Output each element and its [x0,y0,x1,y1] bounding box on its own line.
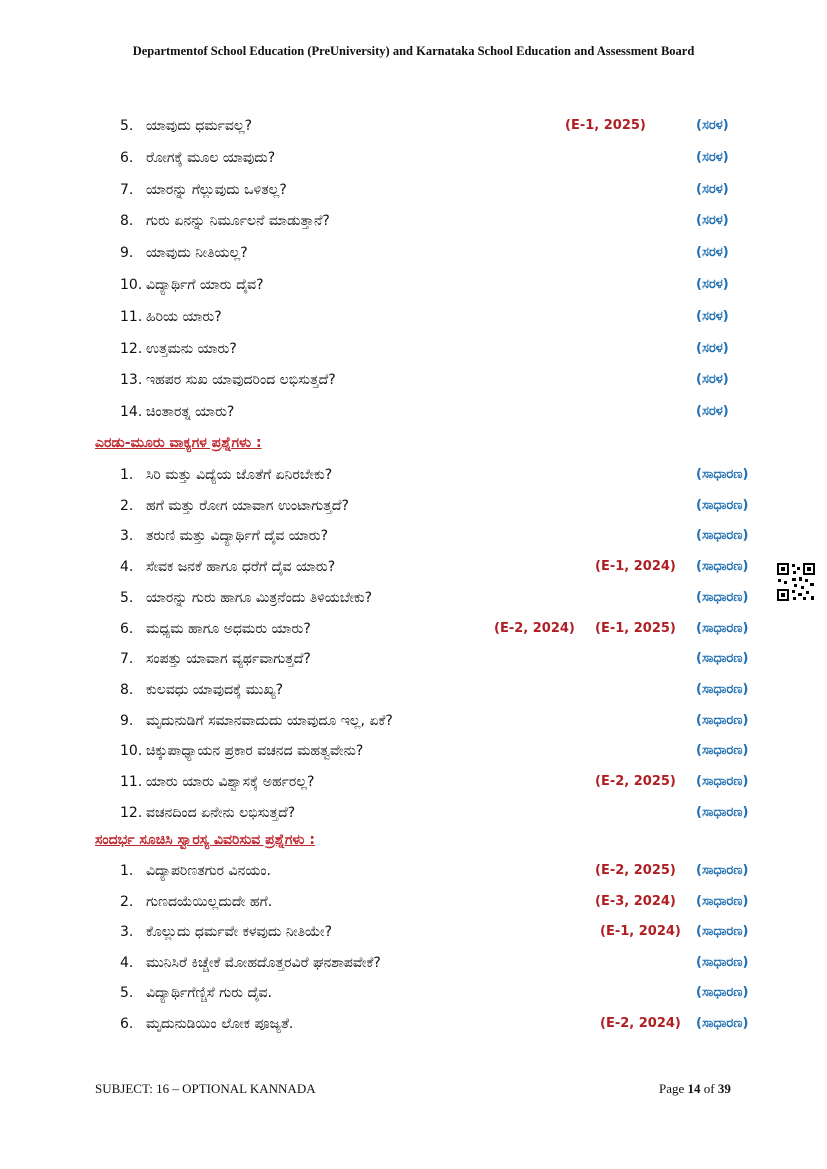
difficulty-level: (ಸರಳ) [696,213,729,229]
question-row [0,920,827,944]
question-number: 10. [120,743,143,760]
question-row [0,586,827,610]
question-number: 3. [120,528,134,545]
question-text: ಕುಲವಧು ಯಾವುದಕ್ಕೆ ಮುಖ್ಯ? [146,681,284,698]
difficulty-level: (ಸರಳ) [696,277,729,292]
question-number: 11. [120,774,143,790]
question-text: ಮೃದುನುಡಿಯಿಂ ಲೋಕ ಪೂಜ್ಯತೆ. [146,1016,294,1032]
question-number: 11. [120,308,143,325]
question-number: 14. [120,404,143,421]
exam-year-tag: (E-1, 2025) [595,620,676,636]
question-number: 2. [120,497,134,514]
difficulty-level: (ಸಾಧಾರಣ) [696,743,749,759]
question-text: ಮಧ್ಯಮ ಹಾಗೂ ಅಧಮರು ಯಾರು? [146,620,311,637]
difficulty-level: (ಸರಳ) [696,340,729,356]
question-text: ಯಾರನ್ನು ಗುರು ಹಾಗೂ ಮಿತ್ರನೆಂದು ತಿಳಿಯಬೇಕು? [146,589,373,606]
question-row [0,524,827,548]
question-text: ಚಿಂತಾರತ್ನ ಯಾರು? [146,404,235,421]
question-text: ಉತ್ತಮನು ಯಾರು? [146,340,237,357]
question-number: 8. [120,213,134,230]
difficulty-level: (ಸರಳ) [696,149,729,165]
difficulty-level: (ಸಾಧಾರಣ) [696,712,749,728]
question-number: 5. [120,589,134,606]
question-number: 2. [120,893,134,910]
difficulty-level: (ಸಾಧಾರಣ) [696,863,749,878]
question-row [0,209,827,233]
question-number: 6. [120,620,134,637]
difficulty-level: (ಸಾಧಾರಣ) [696,893,749,909]
question-row [0,770,827,794]
difficulty-level: (ಸಾಧಾರಣ) [696,651,749,667]
question-row [0,114,827,138]
difficulty-level: (ಸಾಧಾರಣ) [696,467,749,482]
question-row [0,146,827,170]
exam-year-tag: (E-1, 2025) [565,118,646,133]
page-number: Page 14 of 39 [659,1081,731,1096]
question-text: ಸಿರಿ ಮತ್ತು ವಿದ್ಯೆಯ ಜೊತೆಗೆ ಏನಿರಬೇಕು? [146,467,333,483]
question-number: 7. [120,651,134,668]
question-number: 5. [120,118,134,134]
question-row [0,709,827,733]
question-text: ಯಾರು ಯಾರು ವಿಶ್ವಾಸಕ್ಕೆ ಅರ್ಹರಲ್ಲ? [146,774,315,790]
exam-year-tag: (E-3, 2024) [595,893,676,909]
question-row [0,647,827,671]
question-text: ಯಾರನ್ನು ಗೆಲ್ಲುವುದು ಒಳಿತಲ್ಲ? [146,181,287,198]
question-row [0,1012,827,1036]
question-text: ತರುಣಿ ಮತ್ತು ವಿದ್ಯಾರ್ಥಿಗೆ ದೈವ ಯಾರು? [146,528,329,545]
difficulty-level: (ಸಾಧಾರಣ) [696,681,749,697]
difficulty-level: (ಸಾಧಾರಣ) [696,528,749,544]
exam-year-tag: (E-2, 2025) [595,774,676,789]
question-number: 6. [120,1016,134,1032]
exam-year-tag: (E-2, 2024) [600,1016,681,1031]
question-number: 12. [120,340,143,357]
difficulty-level: (ಸರಳ) [696,181,729,197]
difficulty-level: (ಸಾಧಾರಣ) [696,497,749,513]
question-number: 8. [120,681,134,698]
exam-year-tag: (E-2, 2024) [494,620,575,636]
question-number: 7. [120,181,134,198]
difficulty-level: (ಸಾಧಾರಣ) [696,774,749,789]
question-number: 10. [120,277,143,293]
difficulty-level: (ಸಾಧಾರಣ) [696,954,749,970]
question-row [0,981,827,1005]
question-text: ರೋಗಕ್ಕೆ ಮೂಲ ಯಾವುದು? [146,149,276,166]
question-row [0,951,827,975]
question-text: ಮೃದುನುಡಿಗೆ ಸಮಾನವಾದುದು ಯಾವುದೂ ಇಲ್ಲ, ಏಕೆ? [146,712,393,729]
question-text: ಹಿರಿಯ ಯಾರು? [146,308,222,325]
question-row [0,337,827,361]
question-row [0,617,827,641]
difficulty-level: (ಸಾಧಾರಣ) [696,924,749,940]
difficulty-level: (ಸರಳ) [696,372,729,388]
question-row [0,890,827,914]
page-header: Departmentof School Education (PreUniversity) and Karnataka School Education and Assessment Board [132,44,695,58]
exam-year-tag: (E-1, 2024) [595,559,676,575]
question-row [0,305,827,329]
qr-code[interactable] [776,562,816,602]
question-number: 3. [120,924,134,941]
question-number: 6. [120,149,134,166]
question-number: 1. [120,467,134,483]
question-number: 5. [120,985,134,1002]
exam-year-tag: (E-2, 2025) [595,863,676,878]
difficulty-level: (ಸಾಧಾರಣ) [696,1016,749,1031]
question-text: ಹಗೆ ಮತ್ತು ರೋಗ ಯಾವಾಗ ಉಂಟಾಗುತ್ತದೆ? [146,497,349,514]
question-text: ಯಾವುದು ನೀತಿಯಲ್ಲ? [146,245,248,262]
question-text: ಚಿಕ್ಕುಪಾಧ್ಯಾಯನ ಪ್ರಕಾರ ವಚನದ ಮಹತ್ವವೇನು? [146,743,364,760]
question-number: 12. [120,804,143,821]
question-text: ಗುರು ಏನನ್ನು ನಿರ್ಮೂಲನೆ ಮಾಡುತ್ತಾನೆ? [146,213,330,230]
question-row [0,494,827,518]
difficulty-level: (ಸರಳ) [696,308,729,324]
question-text: ಗುಣದಯೆಯಿಲ್ಲದುದೇ ಹಗೆ. [146,893,273,910]
exam-year-tag: (E-1, 2024) [600,924,681,940]
section-heading: ಎರಡು-ಮೂರು ವಾಕ್ಯಗಳ ಪ್ರಶ್ನೆಗಳು : [95,435,262,451]
question-row [0,739,827,763]
question-number: 4. [120,954,134,971]
question-number: 9. [120,712,134,729]
question-text: ಕೊಲ್ಲುದು ಧರ್ಮವೇ ಕಳವುದು ನೀತಿಯೇ? [146,924,333,941]
question-row [0,400,827,424]
difficulty-level: (ಸರಳ) [696,404,729,420]
subject-label: SUBJECT: 16 – OPTIONAL KANNADA [95,1081,316,1096]
question-text: ಮುನಿಸಿರೆ ಕಿಚ್ಚೇಕೆ ಮೋಹದೊತ್ತರವಿರೆ ಘನಶಾಪವೇಕೆ? [146,954,381,971]
difficulty-level: (ಸಾಧಾರಣ) [696,804,749,820]
difficulty-level: (ಸಾಧಾರಣ) [696,589,749,605]
question-text: ವಿದ್ಯಾಪರಿಣತಗುರ ವಿನಯಂ. [146,863,272,879]
difficulty-level: (ಸಾಧಾರಣ) [696,559,749,575]
question-row [0,678,827,702]
question-text: ಸೇವಕ ಜನಕೆ ಹಾಗೂ ಧರೆಗೆ ದೈವ ಯಾರು? [146,559,336,576]
question-row [0,368,827,392]
question-text: ವಿದ್ಯಾರ್ಥಿಗೆಣ್ಚಿಸೆ ಗುರು ದೈವ. [146,985,272,1002]
question-text: ವಿದ್ಯಾರ್ಥಿಗೆ ಯಾರು ದೈವ? [146,277,264,293]
question-row [0,859,827,883]
question-text: ಸಂಪತ್ತು ಯಾವಾಗ ವ್ಯರ್ಥವಾಗುತ್ತದೆ? [146,651,311,668]
question-text: ಯಾವುದು ಧರ್ಮವಲ್ಲ? [146,118,253,134]
question-row [0,555,827,579]
question-text: ವಚನದಿಂದ ಏನೇನು ಲಭಿಸುತ್ತದೆ? [146,804,296,821]
difficulty-level: (ಸಾಧಾರಣ) [696,985,749,1001]
question-text: ಇಹಪರ ಸುಖ ಯಾವುದರಿಂದ ಲಭಿಸುತ್ತದೆ? [146,372,336,389]
question-row [0,463,827,487]
question-row [0,241,827,265]
question-number: 1. [120,863,134,879]
section-heading: ಸಂದರ್ಭ ಸೂಚಿಸಿ ಸ್ವಾರಸ್ಯ ವಿವರಿಸುವ ಪ್ರಶ್ನೆಗಳು : [95,832,315,848]
question-number: 9. [120,245,134,262]
question-number: 13. [120,372,143,389]
question-row [0,273,827,297]
difficulty-level: (ಸರಳ) [696,118,729,133]
question-number: 4. [120,559,134,576]
question-row [0,178,827,202]
difficulty-level: (ಸರಳ) [696,245,729,261]
difficulty-level: (ಸಾಧಾರಣ) [696,620,749,636]
question-row [0,801,827,825]
